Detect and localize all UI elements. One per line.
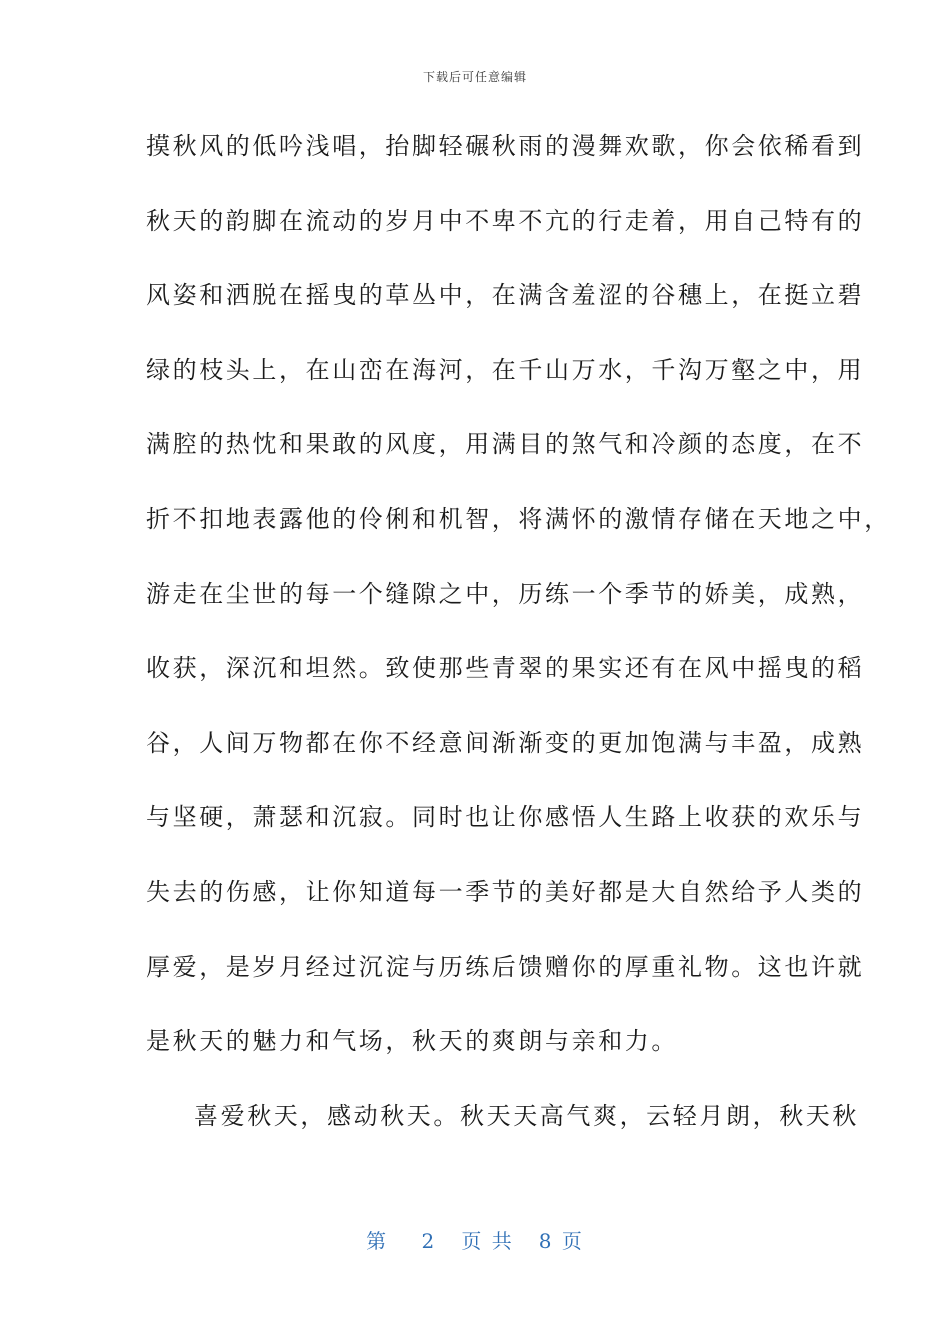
text-line: 是秋天的魅力和气场，秋天的爽朗与亲和力。 xyxy=(146,1027,678,1056)
text-line: 风姿和洒脱在摇曳的草丛中，在满含羞涩的谷穗上，在挺立碧 xyxy=(146,281,865,310)
document-body xyxy=(146,122,891,1166)
page-header: 下载后可任意编辑 xyxy=(422,70,527,84)
text-line: 摸秋风的低吟浅唱，抬脚轻碾秋雨的漫舞欢歌，你会依稀看到 xyxy=(146,132,865,160)
text-line: 满腔的热忱和果敢的风度，用满目的煞气和冷颜的态度，在不 xyxy=(146,430,865,459)
paragraph-start-line: 喜爱秋天，感动秋天。秋天天高气爽，云轻月朗，秋天秋 xyxy=(194,1101,859,1130)
current-page-number: 2 xyxy=(421,1229,437,1253)
text-line: 厚爱，是岁月经过沉淀与历练后馈赠你的厚重礼物。这也许就 xyxy=(146,952,865,981)
text-line: 失去的伤感，让你知道每一季节的美好都是大自然给予人类的 xyxy=(146,877,865,906)
page-label-suffix: 页 xyxy=(561,1229,584,1253)
text-line: 游走在尘世的每一个缝隙之中，历练一个季节的娇美，成熟， xyxy=(146,579,865,608)
text-line: 谷，人间万物都在你不经意间渐渐变的更加饱满与丰盈，成熟 xyxy=(146,728,865,757)
page-footer xyxy=(0,1225,950,1254)
total-page-count: 8 xyxy=(538,1229,554,1253)
text-line: 绿的枝头上，在山峦在海河，在千山万水，千沟万壑之中，用 xyxy=(146,355,865,384)
page-label-prefix: 第 xyxy=(366,1229,389,1253)
text-line: 折不扣地表露他的伶俐和机智，将满怀的激情存储在天地之中， xyxy=(146,504,891,533)
text-line: 与坚硬，萧瑟和沉寂。同时也让你感悟人生路上收获的欢乐与 xyxy=(146,803,865,832)
text-line: 收获，深沉和坦然。致使那些青翠的果实还有在风中摇曳的稻 xyxy=(146,654,865,683)
text-line: 秋天的韵脚在流动的岁月中不卑不亢的行走着，用自己特有的 xyxy=(146,206,865,235)
page-label-middle: 页 共 xyxy=(461,1229,514,1253)
